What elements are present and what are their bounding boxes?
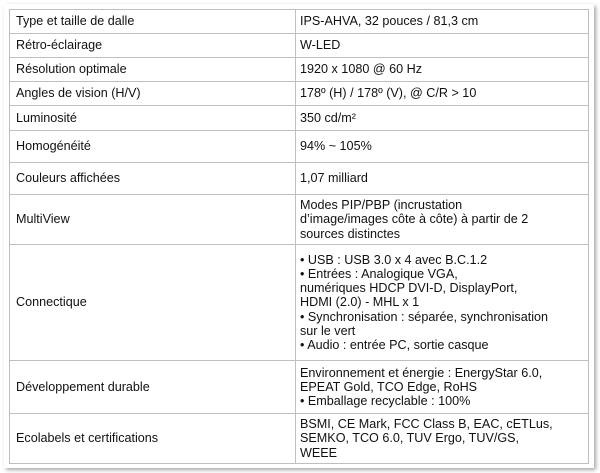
value-line: • Audio : entrée PC, sortie casque: [300, 338, 489, 352]
value-line: 350 cd/m²: [300, 110, 356, 125]
value-line: W-LED: [300, 38, 341, 53]
row-value: [296, 10, 589, 34]
row-label: Type et taille de dalle: [10, 10, 296, 34]
row-label: Développement durable: [10, 361, 296, 414]
table-row: [10, 414, 589, 464]
row-value: [296, 245, 589, 361]
value-line: sources distinctes: [300, 226, 401, 241]
value-line: BSMI, CE Mark, FCC Class B, EAC, cETLus,: [300, 417, 553, 432]
value-line: Environnement et énergie : EnergyStar 6.0,: [300, 365, 543, 380]
row-label: Rétro-éclairage: [10, 34, 296, 58]
value-line: 94% ~ 105%: [300, 139, 372, 154]
table-row: [10, 106, 589, 131]
table-row: [10, 131, 589, 163]
value-line: numériques HDCP DVI-D, DisplayPort,: [300, 281, 518, 296]
table-row: [10, 10, 589, 34]
value-line: • Synchronisation : séparée, synchronisation: [300, 309, 549, 324]
spec-sheet: [4, 4, 594, 468]
table-row: [10, 163, 589, 195]
value-line: • Entrées : Analogique VGA,: [300, 266, 458, 281]
row-label: Couleurs affichées: [10, 163, 296, 195]
value-line: Modes PIP/PBP (incrustation: [300, 198, 463, 213]
row-label: Connectique: [10, 245, 296, 361]
value-line: IPS-AHVA, 32 pouces / 81,3 cm: [300, 14, 479, 29]
row-value: [296, 195, 589, 245]
row-label: Luminosité: [10, 106, 296, 131]
row-value: [296, 414, 589, 464]
value-line: WEEE: [300, 445, 338, 460]
value-line: • Emballage recyclable : 100%: [300, 394, 471, 409]
table-row: [10, 361, 589, 414]
value-line: 1920 x 1080 @ 60 Hz: [300, 62, 423, 77]
value-line: SEMKO, TCO 6.0, TUV Ergo, TUV/GS,: [300, 431, 520, 446]
value-line: 1,07 milliard: [300, 171, 368, 186]
table-row: [10, 34, 589, 58]
table-row: [10, 58, 589, 82]
row-value: [296, 34, 589, 58]
value-line: sur le vert: [300, 323, 356, 338]
row-value: [296, 131, 589, 163]
value-line: d’image/images côte à côte) à partir de 2: [300, 212, 529, 227]
value-line: • USB : USB 3.0 x 4 avec B.C.1.2: [300, 252, 488, 267]
value-line: EPEAT Gold, TCO Edge, RoHS: [300, 379, 478, 394]
row-value: [296, 58, 589, 82]
row-value: [296, 106, 589, 131]
row-label: Angles de vision (H/V): [10, 82, 296, 106]
row-label: MultiView: [10, 195, 296, 245]
row-value: [296, 82, 589, 106]
table-row: [10, 195, 589, 245]
table-row: [10, 245, 589, 361]
row-label: Ecolabels et certifications: [10, 414, 296, 464]
value-line: 178º (H) / 178º (V), @ C/R > 10: [300, 86, 477, 101]
row-label: Résolution optimale: [10, 58, 296, 82]
spec-table: [9, 9, 589, 464]
value-line: HDMI (2.0) - MHL x 1: [300, 295, 420, 310]
row-value: [296, 163, 589, 195]
table-row: [10, 82, 589, 106]
row-label: Homogénéité: [10, 131, 296, 163]
row-value: [296, 361, 589, 414]
